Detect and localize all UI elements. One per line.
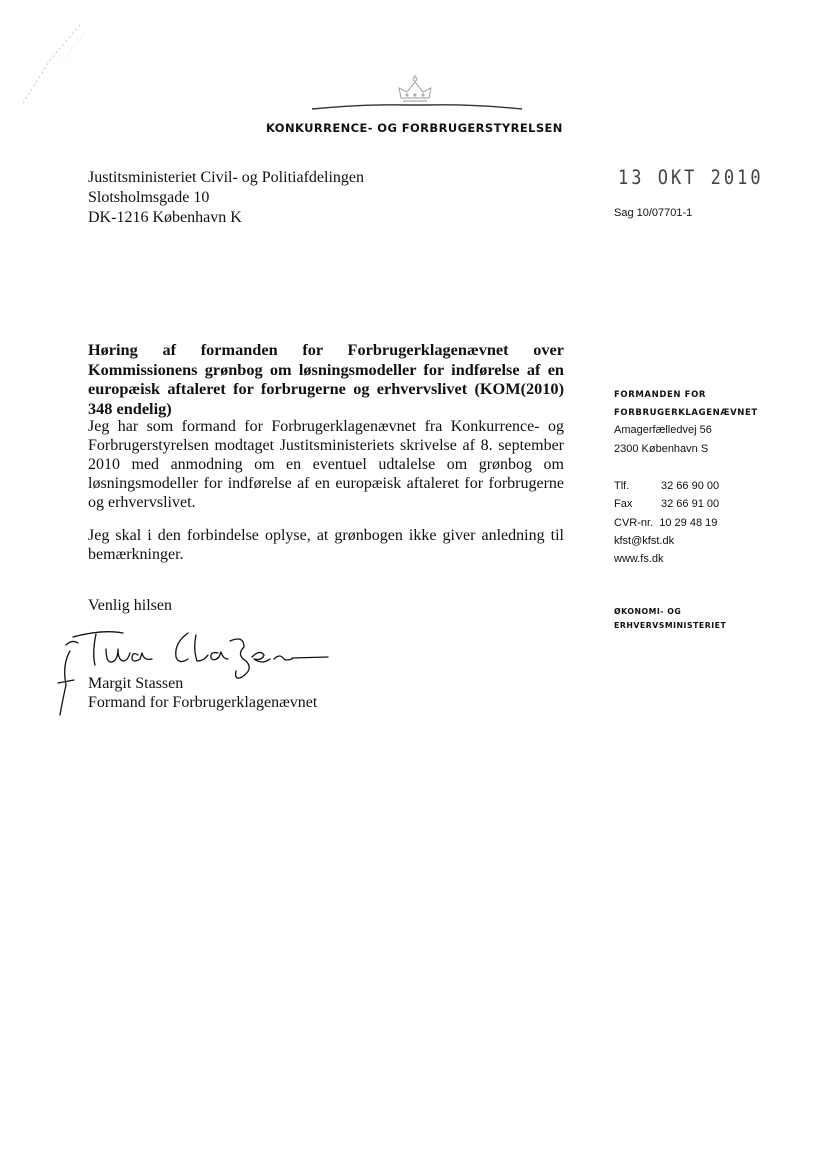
contact-value: 32 66 91 00	[661, 498, 720, 511]
recipient-line: Justitsministeriet Civil- og Politiafdelingen	[88, 169, 364, 186]
address-line: Amagerfælledvej 56	[614, 424, 712, 436]
contact-email: kfst@kfst.dk	[614, 534, 675, 547]
contact-fax	[614, 495, 814, 513]
contact-value: 10 29 48 19	[659, 516, 718, 529]
body-paragraph: Jeg har som formand for Forbrugerklagenævnet fra Konkurrence- og Forbrugerstyrelsen modtaget Justitsministeriets skrivelse af 8. september 2010 med anmodning om en eventuel udtalelse om grønbog om løsningsmodeller for indførelse af en europæisk aftaleret for forbrugerne og erhvervslivet.	[88, 418, 564, 511]
contact-cvr	[614, 514, 814, 532]
address-line: 2300 København S	[614, 443, 709, 455]
contact-label: CVR-nr.	[614, 516, 654, 529]
sidebar-office-title	[614, 386, 814, 422]
sidebar-ministry	[614, 605, 814, 633]
body-paragraph: Jeg skal i den forbindelse oplyse, at grønbogen ikke giver anledning til bemærkninger.	[88, 527, 564, 563]
closing-greeting: Venlig hilsen	[88, 597, 172, 614]
signer-title: Formand for Forbrugerklagenævnet	[88, 694, 318, 711]
crown-icon	[395, 74, 435, 104]
subject-heading: Høring af formanden for Forbrugerklagenævnet over Kommissionens grønbog om løsningsmodeller for indførelse af en europæisk aftaleret for forbrugerne og erhvervslivet (KOM(2010) 348 endelig)	[88, 340, 564, 418]
contact-phone	[614, 477, 814, 495]
ministry-line: ØKONOMI- OG	[614, 607, 682, 616]
sidebar-address	[614, 421, 814, 459]
date-stamp: 13 OKT 2010	[618, 166, 764, 190]
contact-label: Tlf.	[614, 480, 630, 492]
office-title-line: FORMANDEN FOR	[614, 390, 707, 400]
case-reference: Sag 10/07701-1	[614, 207, 693, 219]
letterhead-rule	[312, 103, 522, 111]
agency-name: KONKURRENCE- OG FORBRUGERSTYRELSEN	[266, 121, 563, 135]
contact-web: www.fs.dk	[614, 553, 664, 566]
ministry-line: ERHVERVSMINISTERIET	[614, 621, 727, 630]
signer-name: Margit Stassen	[88, 675, 184, 692]
recipient-line: DK-1216 København K	[88, 209, 242, 226]
contact-label: Fax	[614, 498, 633, 511]
sidebar-contacts	[614, 477, 814, 568]
recipient-line: Slotsholmsgade 10	[88, 189, 210, 206]
office-title-line: FORBRUGERKLAGENÆVNET	[614, 408, 758, 418]
scan-mark	[10, 20, 90, 110]
recipient-address	[88, 168, 364, 228]
signer-block	[88, 674, 317, 712]
contact-value: 32 66 90 00	[661, 480, 720, 492]
